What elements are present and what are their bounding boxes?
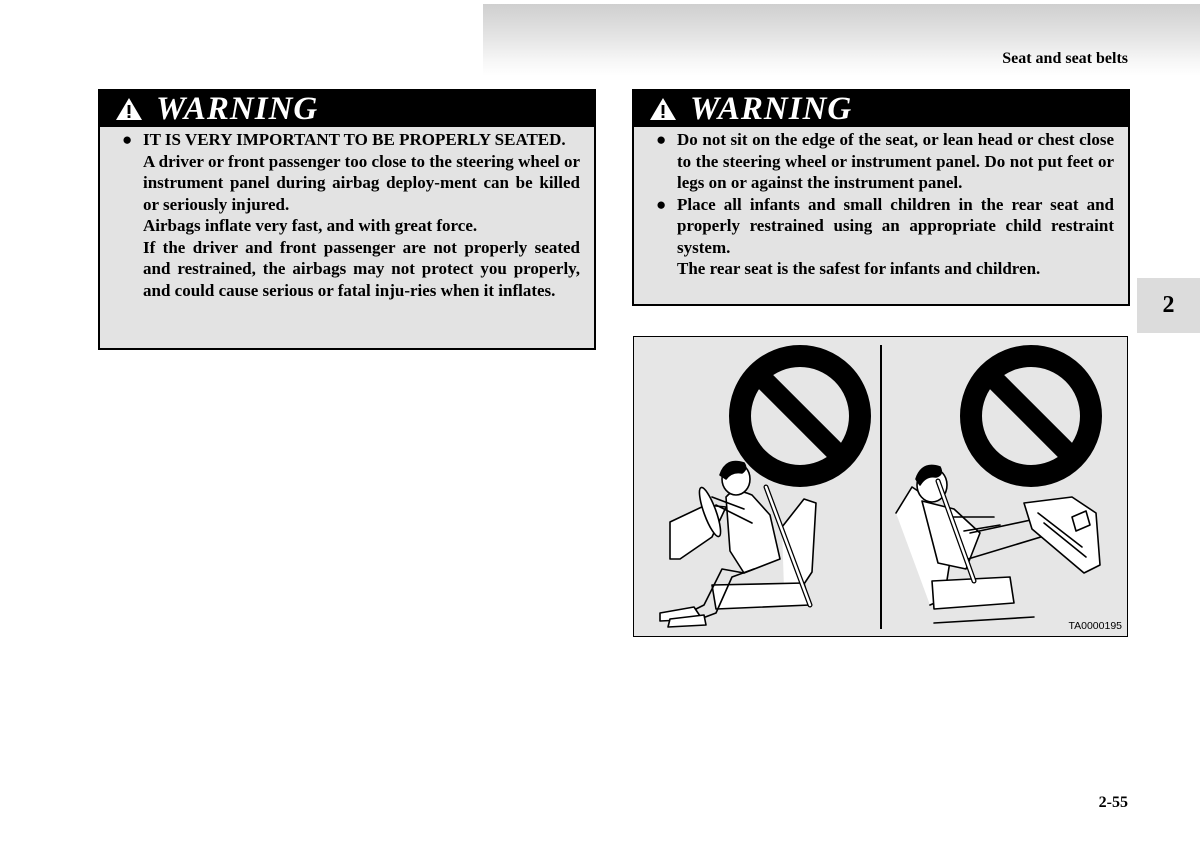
chapter-tab-label: 2 xyxy=(1162,292,1175,318)
paragraph: Do not sit on the edge of the seat, or lean head or chest close to the steering wheel or instrument panel. Do not put feet or legs on or against the instrument panel. xyxy=(677,130,1114,192)
passenger-feet-on-panel-illustration xyxy=(896,466,1100,624)
bullet-text xyxy=(677,194,1114,280)
warning-triangle-icon xyxy=(648,96,678,122)
bullet-icon: ● xyxy=(122,130,133,149)
section-title: Seat and seat belts xyxy=(1002,50,1128,67)
warning-triangle-icon xyxy=(114,96,144,122)
bullet-item xyxy=(656,129,1114,194)
chapter-tab xyxy=(1137,278,1200,333)
warning-title: WARNING xyxy=(156,90,319,127)
warning-body xyxy=(634,127,1128,280)
warning-header xyxy=(634,91,1128,127)
prohibition-sign-icon xyxy=(740,356,860,476)
bullet-text xyxy=(143,129,580,301)
bullet-icon: ● xyxy=(656,130,667,149)
warning-box-seating xyxy=(98,89,596,350)
illustration-figure xyxy=(633,336,1128,637)
paragraph: Place all infants and small children in the rear seat and properly restrained using an appropriate child restraint system. xyxy=(677,194,1114,257)
bullet-item xyxy=(122,129,580,301)
warning-body xyxy=(100,127,594,301)
warning-header xyxy=(100,91,594,127)
figure-code: TA0000195 xyxy=(1068,620,1122,632)
warning-box-position xyxy=(632,89,1130,306)
page-number: 2-55 xyxy=(1098,794,1128,811)
paragraph: The rear seat is the safest for infants and children. xyxy=(677,259,1041,278)
paragraph: If the driver and front passenger are not properly seated and restrained, the airbags may not protect you properly, and could cause serious or fatal inju-ries when it inflates. xyxy=(143,237,580,300)
paragraph: IT IS VERY IMPORTANT TO BE PROPERLY SEATED. xyxy=(143,130,566,149)
illustration-drawing xyxy=(634,337,1127,636)
bullet-icon: ● xyxy=(656,194,667,214)
warning-title: WARNING xyxy=(690,90,853,127)
bullet-text xyxy=(677,129,1114,194)
bullet-item xyxy=(656,194,1114,280)
prohibition-sign-icon xyxy=(971,356,1091,476)
paragraph: Airbags inflate very fast, and with great force. xyxy=(143,216,478,235)
paragraph: A driver or front passenger too close to the steering wheel or instrument panel during airbag deploy-ment can be killed or seriously injured. xyxy=(143,151,580,214)
